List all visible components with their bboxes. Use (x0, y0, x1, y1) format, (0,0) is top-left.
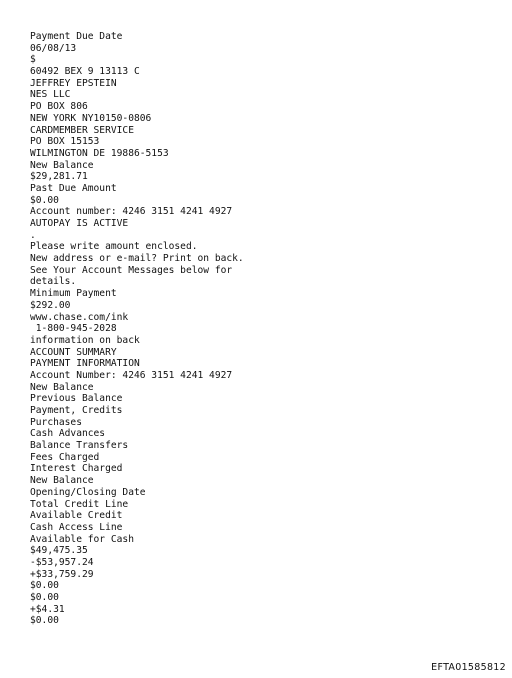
text-line: 1-800-945-2028 (30, 323, 117, 335)
text-line: . (30, 229, 36, 241)
text-line: AUTOPAY IS ACTIVE (30, 218, 129, 229)
text-line: $ (30, 54, 36, 66)
text-line: $49,475.35 (30, 545, 88, 557)
text-line: ACCOUNT SUMMARY (30, 346, 117, 358)
text-line: CARDMEMBER SERVICE (30, 124, 134, 136)
text-line: NEW YORK NY10150-0806 (30, 112, 152, 124)
text-line: +$4.31 (30, 603, 65, 615)
text-line: 60492 BEX 9 13113 C (30, 66, 140, 78)
text-line: $0.00 (30, 580, 59, 592)
text-line: Cash Advances (30, 428, 106, 440)
text-line: Total Credit Line (30, 498, 129, 510)
text-line: Past Due Amount (30, 182, 117, 194)
text-line: Account number: 4246 3151 4241 4927 (30, 206, 233, 218)
text-line: Minimum Payment (30, 288, 117, 300)
text-line: 06/08/13 (30, 42, 77, 54)
text-line: details. (30, 276, 77, 288)
text-line: New Balance (30, 475, 94, 487)
text-line: $292.00 (30, 299, 71, 311)
text-line: www.chase.com/ink (30, 311, 129, 323)
text-line: $0.00 (30, 592, 59, 603)
text-line: information on back (30, 334, 140, 346)
text-line: -$53,957.24 (30, 556, 94, 568)
document-id: EFTA01585812 (431, 662, 506, 673)
text-line: Fees Charged (30, 451, 100, 463)
text-line: Available for Cash (30, 533, 134, 545)
text-line: Please write amount enclosed. (30, 241, 198, 253)
text-line: $0.00 (30, 615, 59, 627)
text-line: +$33,759.29 (30, 568, 94, 580)
text-line: $0.00 (30, 194, 59, 206)
text-line: PAYMENT INFORMATION (30, 358, 140, 370)
text-line: Available Credit (30, 510, 123, 522)
text-line: Payment Due Date (30, 31, 123, 42)
text-line: New address or e-mail? Print on back. (30, 253, 244, 265)
text-line: Cash Access Line (30, 521, 123, 533)
text-line: $29,281.71 (30, 171, 88, 183)
text-line: Purchases (30, 416, 82, 428)
text-line: Opening/Closing Date (30, 486, 146, 498)
text-line: Previous Balance (30, 393, 123, 405)
text-line: WILMINGTON DE 19886-5153 (30, 147, 169, 159)
text-line: Payment, Credits (30, 405, 123, 416)
text-line: Balance Transfers (30, 440, 129, 452)
text-line: PO BOX 15153 (30, 136, 100, 148)
text-line: PO BOX 806 (30, 101, 88, 113)
text-line: New Balance (30, 159, 94, 171)
text-line: Account Number: 4246 3151 4241 4927 (30, 369, 233, 381)
text-line: New Balance (30, 381, 94, 393)
statement-text (30, 31, 490, 627)
text-line: JEFFREY EPSTEIN (30, 77, 117, 89)
text-line: Interest Charged (30, 463, 123, 475)
text-line: NES LLC (30, 89, 71, 101)
text-line: See Your Account Messages below for (30, 264, 233, 276)
